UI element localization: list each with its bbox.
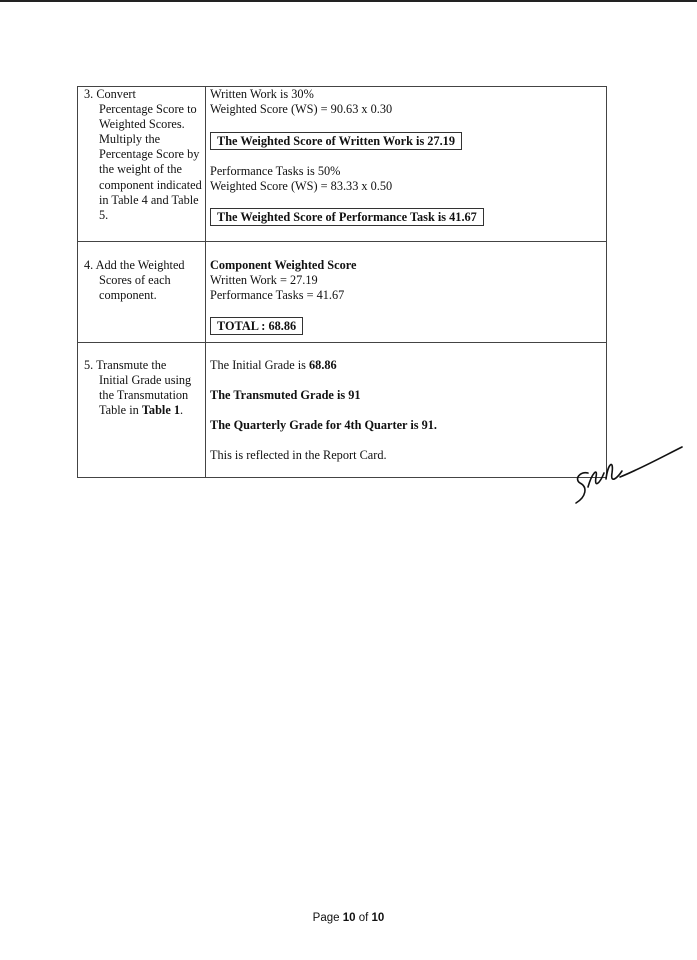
written-work-result-box: The Weighted Score of Written Work is 27.19 [210, 132, 462, 150]
step-first-line: Add the Weighted [95, 258, 185, 272]
initial-grade-label: The Initial Grade is [210, 358, 310, 372]
total-pages-number: 10 [371, 912, 385, 924]
step-text-part: . [180, 403, 184, 418]
row-divider [78, 241, 606, 242]
step-text [84, 373, 202, 418]
table-reference: Table 1 [141, 403, 181, 418]
row-divider [78, 342, 606, 343]
written-work-weight: Written Work is 30% [210, 87, 314, 101]
top-border-line [0, 0, 697, 2]
step-number: 5. [84, 358, 94, 372]
initial-grade-value: 68.86 [309, 358, 337, 372]
transmuted-grade-line: The Transmuted Grade is 91 [210, 388, 361, 402]
handwritten-signature [570, 443, 685, 511]
column-divider [205, 87, 206, 477]
step-5-description [84, 358, 202, 418]
step-number: 4. [84, 258, 94, 272]
of-label: of [358, 912, 369, 924]
step-text: Percentage Score to Weighted Scores. Multiply the Percentage Score by the weight of the component indicated in Table 4 and Table 5. [99, 102, 202, 222]
step-number: 3. [84, 87, 94, 101]
report-card-note: This is reflected in the Report Card. [210, 448, 387, 462]
step-first-line: Transmute the [96, 358, 167, 372]
grading-steps-table [77, 86, 607, 478]
quarterly-grade-line: The Quarterly Grade for 4th Quarter is 91. [210, 418, 438, 432]
total-box: TOTAL : 68.86 [210, 317, 303, 335]
performance-tasks-weight: Performance Tasks is 50% [210, 164, 341, 178]
step-4-description [84, 258, 202, 303]
performance-task-result-box: The Weighted Score of Performance Task is 41.67 [210, 208, 484, 226]
page-footer [0, 912, 697, 924]
step-first-line: Convert [96, 87, 136, 101]
step-text-part: Initial Grade using the Transmutation Table in [99, 373, 192, 418]
step-3-description [84, 87, 202, 223]
component-weighted-score-heading: Component Weighted Score [210, 258, 357, 272]
written-work-weighted-score: Weighted Score (WS) = 90.63 x 0.30 [210, 102, 393, 116]
step-text: Scores of each component. [99, 273, 171, 303]
performance-tasks-weighted-score: Weighted Score (WS) = 83.33 x 0.50 [210, 179, 393, 193]
current-page-number: 10 [342, 912, 356, 924]
page-label: Page [312, 912, 340, 924]
performance-tasks-total: Performance Tasks = 41.67 [210, 288, 345, 302]
written-work-total: Written Work = 27.19 [210, 273, 318, 287]
initial-grade-line [210, 358, 337, 373]
